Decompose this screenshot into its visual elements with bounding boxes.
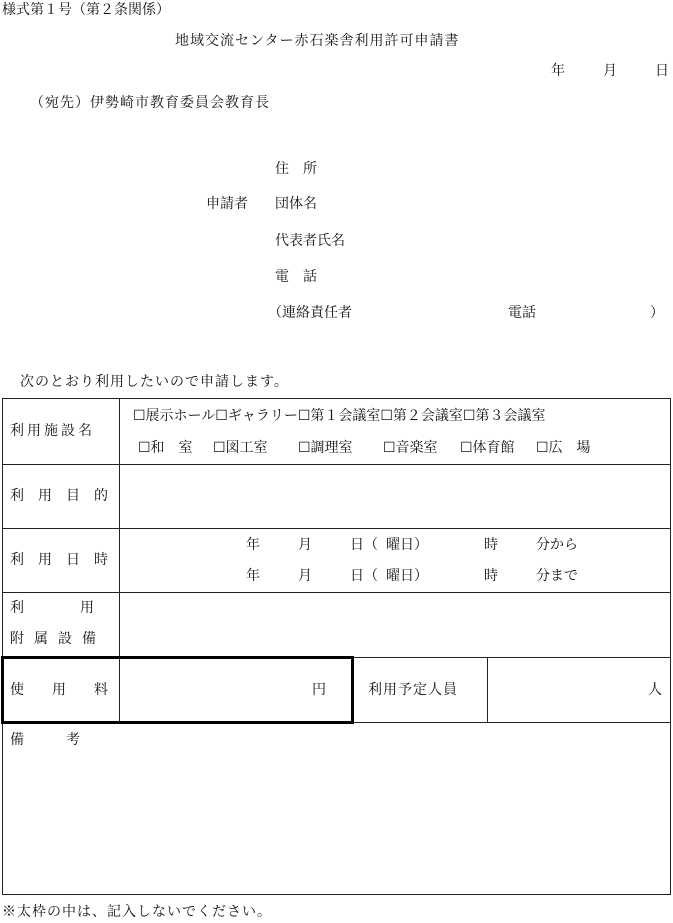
fee-label: 使 用 料 xyxy=(10,682,108,698)
remarks-field[interactable] xyxy=(6,754,666,890)
datetime-from-minute: 分から xyxy=(536,537,578,553)
purpose-field[interactable] xyxy=(122,468,667,524)
datetime-from-year: 年 xyxy=(246,537,260,553)
facility-option-chourishitsu[interactable]: ☐調理室 xyxy=(298,440,353,456)
datetime-label: 利用日時 xyxy=(10,552,122,568)
footnote: ※太枠の中は、記入しないでください。 xyxy=(2,904,272,920)
contact-phone-label: 電話 xyxy=(508,305,536,321)
contact-close-label: ） xyxy=(650,305,664,321)
datetime-to-year: 年 xyxy=(246,568,260,584)
purpose-label: 利用目的 xyxy=(10,488,122,504)
facility-label: 利用施設名 xyxy=(10,423,95,439)
facility-option-hiroba[interactable]: ☐広 場 xyxy=(536,440,591,456)
remarks-label: 備 考 xyxy=(10,732,80,748)
applicant-representative-label: 代表者氏名 xyxy=(275,233,345,249)
applicant-phone-label: 電 話 xyxy=(275,269,317,285)
datetime-to-minute: 分まで xyxy=(536,568,578,584)
datetime-from-weekday: 曜日） xyxy=(386,537,428,553)
applicant-address-label: 住 所 xyxy=(275,161,317,177)
datetime-to-day: 日（ xyxy=(350,568,378,584)
datetime-to-weekday: 曜日） xyxy=(386,568,428,584)
datetime-to-hour: 時 xyxy=(484,568,498,584)
datetime-from-day: 日（ xyxy=(350,537,378,553)
datetime-from-hour: 時 xyxy=(484,537,498,553)
facility-option-zukoushitsu[interactable]: ☐図工室 xyxy=(213,440,268,456)
facility-option-taiikukan[interactable]: ☐体育館 xyxy=(460,440,515,456)
equipment-label-line1: 利 用 xyxy=(10,600,94,616)
people-unit: 人 xyxy=(648,682,662,698)
intro-text: 次のとおり利用したいので申請します。 xyxy=(20,374,289,390)
datetime-to-month: 月 xyxy=(298,568,312,584)
contact-open-label: （連絡責任者 xyxy=(268,305,352,321)
equipment-field[interactable] xyxy=(122,596,667,654)
facility-option-washitsu[interactable]: ☐和 室 xyxy=(138,440,193,456)
facility-options-row1[interactable]: ☐展示ホール☐ギャラリー☐第１会議室☐第２会議室☐第３会議室 xyxy=(133,408,546,424)
form-title: 地域交流センター赤石楽舎利用許可申請書 xyxy=(175,33,460,49)
applicant-label: 申請者 xyxy=(206,196,248,212)
date-month: 月 xyxy=(603,63,617,79)
datetime-from-month: 月 xyxy=(298,537,312,553)
date-year: 年 xyxy=(551,63,565,79)
equipment-label-line2: 附属設備 xyxy=(10,631,106,647)
people-label: 利用予定人員 xyxy=(368,682,458,698)
facility-option-ongakushitsu[interactable]: ☐音楽室 xyxy=(383,440,438,456)
fee-unit: 円 xyxy=(312,682,326,698)
form-number: 様式第１号（第２条関係） xyxy=(2,2,170,18)
applicant-group-name-label: 団体名 xyxy=(275,196,317,212)
addressee: （宛先）伊勢崎市教育委員会教育長 xyxy=(30,95,270,111)
date-day: 日 xyxy=(655,63,669,79)
